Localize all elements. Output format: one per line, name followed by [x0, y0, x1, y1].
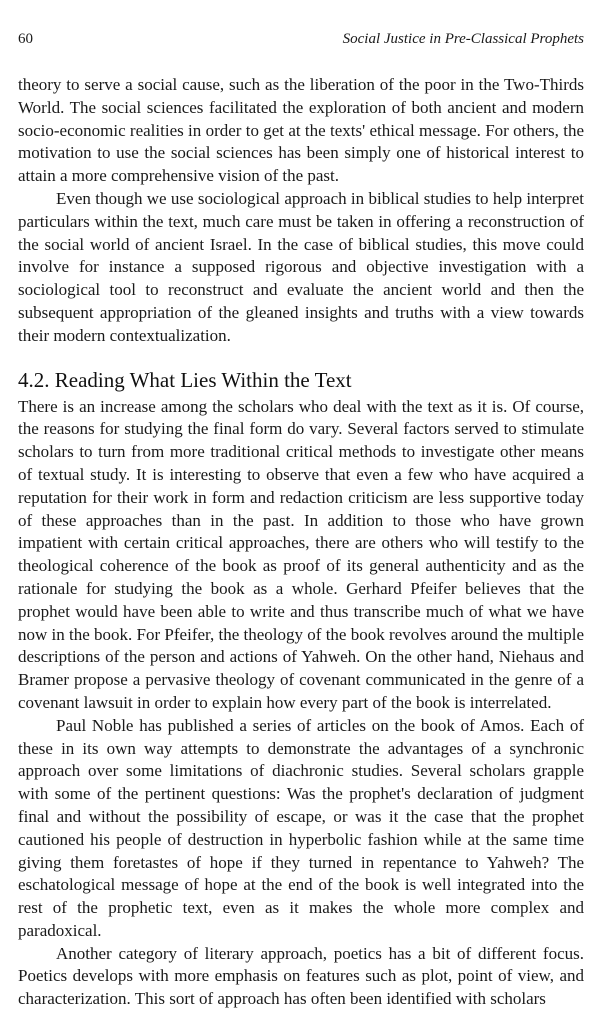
running-head: [18, 31, 584, 53]
paragraph-4: Paul Noble has published a series of articles on the book of Amos. Each of these in its own way attempts to demonstrate the advantages of a synchronic approach over some limitations of diachronic studies. Several scholars grapple with some of the pertinent questions: Was the prophet's declaration of judgment final and without the possibility of escape, or was it the case that the prophet cautioned his people of destruction in hyperbolic fashion while at the same time giving them foretastes of hope if they turned in repentance to Yahweh? The eschatological message of hope at the end of the book is well integrated into the rest of the prophetic text, even as it makes the whole more complex and paradoxical.: [18, 715, 584, 940]
paragraph-3: There is an increase among the scholars who deal with the text as it is. Of course, the reasons for studying the final form do vary. Several factors served to stimulate scholars to turn from more traditional critical methods to investigate other means of textual study. It is interesting to observe that even a few who have acquired a reputation for their work in form and redaction criticism are less supportive today of these approaches than in the past. In addition to those who have grown impatient with certain critical approaches, there are others who will testify to the theological coherence of the book as proof of its general authenticity and as the rationale for studying the book as a whole. Gerhard Pfeifer believes that the prophet would have been able to write and thus transcribe much of what we have now in the book. For Pfeifer, the theology of the book revolves around the multiple descriptions of the person and actions of Yahweh. On the other hand, Niehaus and Bramer propose a pervasive theology of covenant communicated in the genre of a covenant lawsuit in order to explain how every part of the book is interrelated.: [18, 396, 584, 712]
section-heading: 4.2. Reading What Lies Within the Text: [18, 367, 352, 392]
body-text: [18, 74, 584, 1011]
book-page: [18, 0, 584, 1009]
page-number: 60: [18, 31, 33, 47]
paragraph-1: theory to serve a social cause, such as the liberation of the poor in the Two-Thirds World. The social sciences facilitated the exploration of both ancient and modern socio-economic realities in order to get at the texts' ethical message. For others, the motivation to use the social sciences has been simply one of historical interest to attain a more comprehensive vision of the past.: [18, 75, 584, 186]
running-title: Social Justice in Pre-Classical Prophets: [342, 31, 584, 47]
paragraph-2: Even though we use sociological approach in biblical studies to help interpret particulars within the text, much care must be taken in offering a reconstruction of the social world of ancient Israel. In the case of biblical studies, this move could involve for instance a supposed rigorous and objective investigation with a sociological tool to reconstruct and evaluate the ancient world and then the subsequent appropriation of the gleaned insights and truths with a view towards their modern contextualization.: [18, 188, 584, 345]
paragraph-5: Another category of literary approach, poetics has a bit of different focus. Poetics develops with more emphasis on features such as plot, point of view, and characterization. This sort of approach has often been identified with scholars: [18, 943, 584, 1009]
